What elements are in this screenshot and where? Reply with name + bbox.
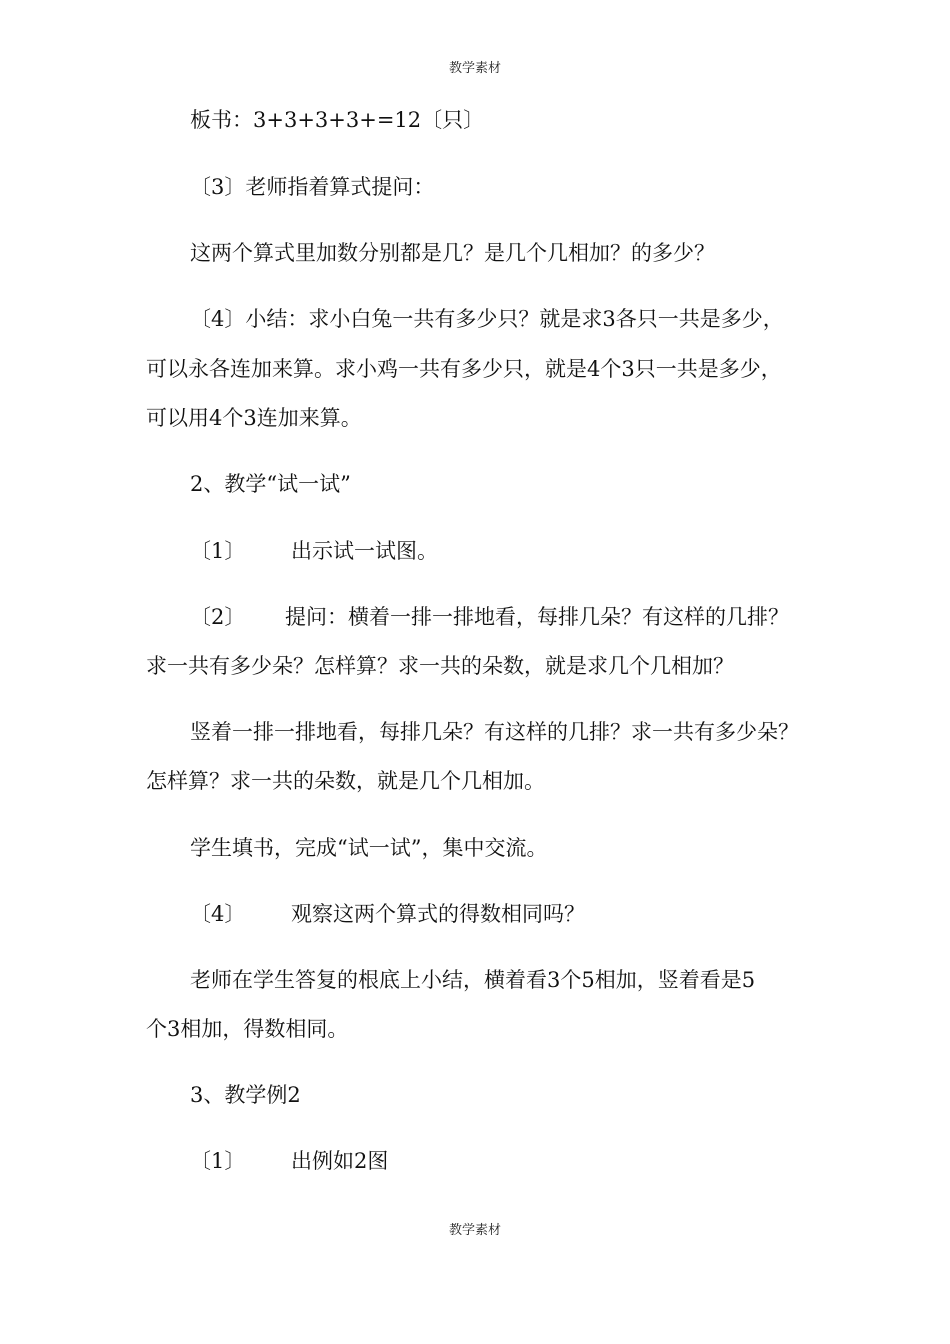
paragraph-line: 学生填书，完成“试一试”，集中交流。 (190, 836, 548, 860)
item-text: 出例如2图 (291, 1149, 389, 1173)
paragraph-line: 〔3〕老师指着算式提问： (190, 175, 435, 199)
paragraph-line: 怎样算？求一共的朵数，就是几个几相加。 (146, 769, 545, 793)
item-number: 〔4〕 (190, 902, 246, 926)
item-number: 〔2〕 (190, 605, 246, 629)
paragraph-line: 竖着一排一排地看，每排几朵？有这样的几排？求一共有多少朵？ (190, 720, 799, 744)
item-text: 出示试一试图。 (291, 539, 438, 563)
item-text: 观察这两个算式的得数相同吗？ (291, 902, 585, 926)
paragraph-line: 这两个算式里加数分别都是几？是几个几相加？的多少？ (190, 241, 715, 265)
section-heading: 2、教学“试一试” (190, 472, 351, 496)
paragraph-line: 板书：3+3+3+3+=12〔只〕 (190, 108, 485, 132)
item-text: 提问：横着一排一排地看，每排几朵？有这样的几排？ (285, 605, 789, 629)
paragraph-line: 〔4〕小结：求小白兔一共有多少只？就是求3各只一共是多少， (190, 307, 784, 331)
paragraph-line: 个3相加，得数相同。 (146, 1017, 349, 1041)
page-footer: 教学素材 (448, 1223, 501, 1238)
section-heading: 3、教学例2 (190, 1083, 301, 1107)
paragraph-line: 求一共有多少朵？怎样算？求一共的朵数，就是求几个几相加？ (146, 654, 734, 678)
item-number: 〔1〕 (190, 1149, 246, 1173)
paragraph-line: 可以永各连加来算。求小鸡一共有多少只，就是4个3只一共是多少， (146, 357, 782, 381)
paragraph-line: 老师在学生答复的根底上小结，横着看3个5相加，竖着看是5 (190, 968, 756, 992)
item-number: 〔1〕 (190, 539, 246, 563)
page-header: 教学素材 (448, 61, 501, 76)
paragraph-line: 可以用4个3连加来算。 (146, 406, 362, 430)
